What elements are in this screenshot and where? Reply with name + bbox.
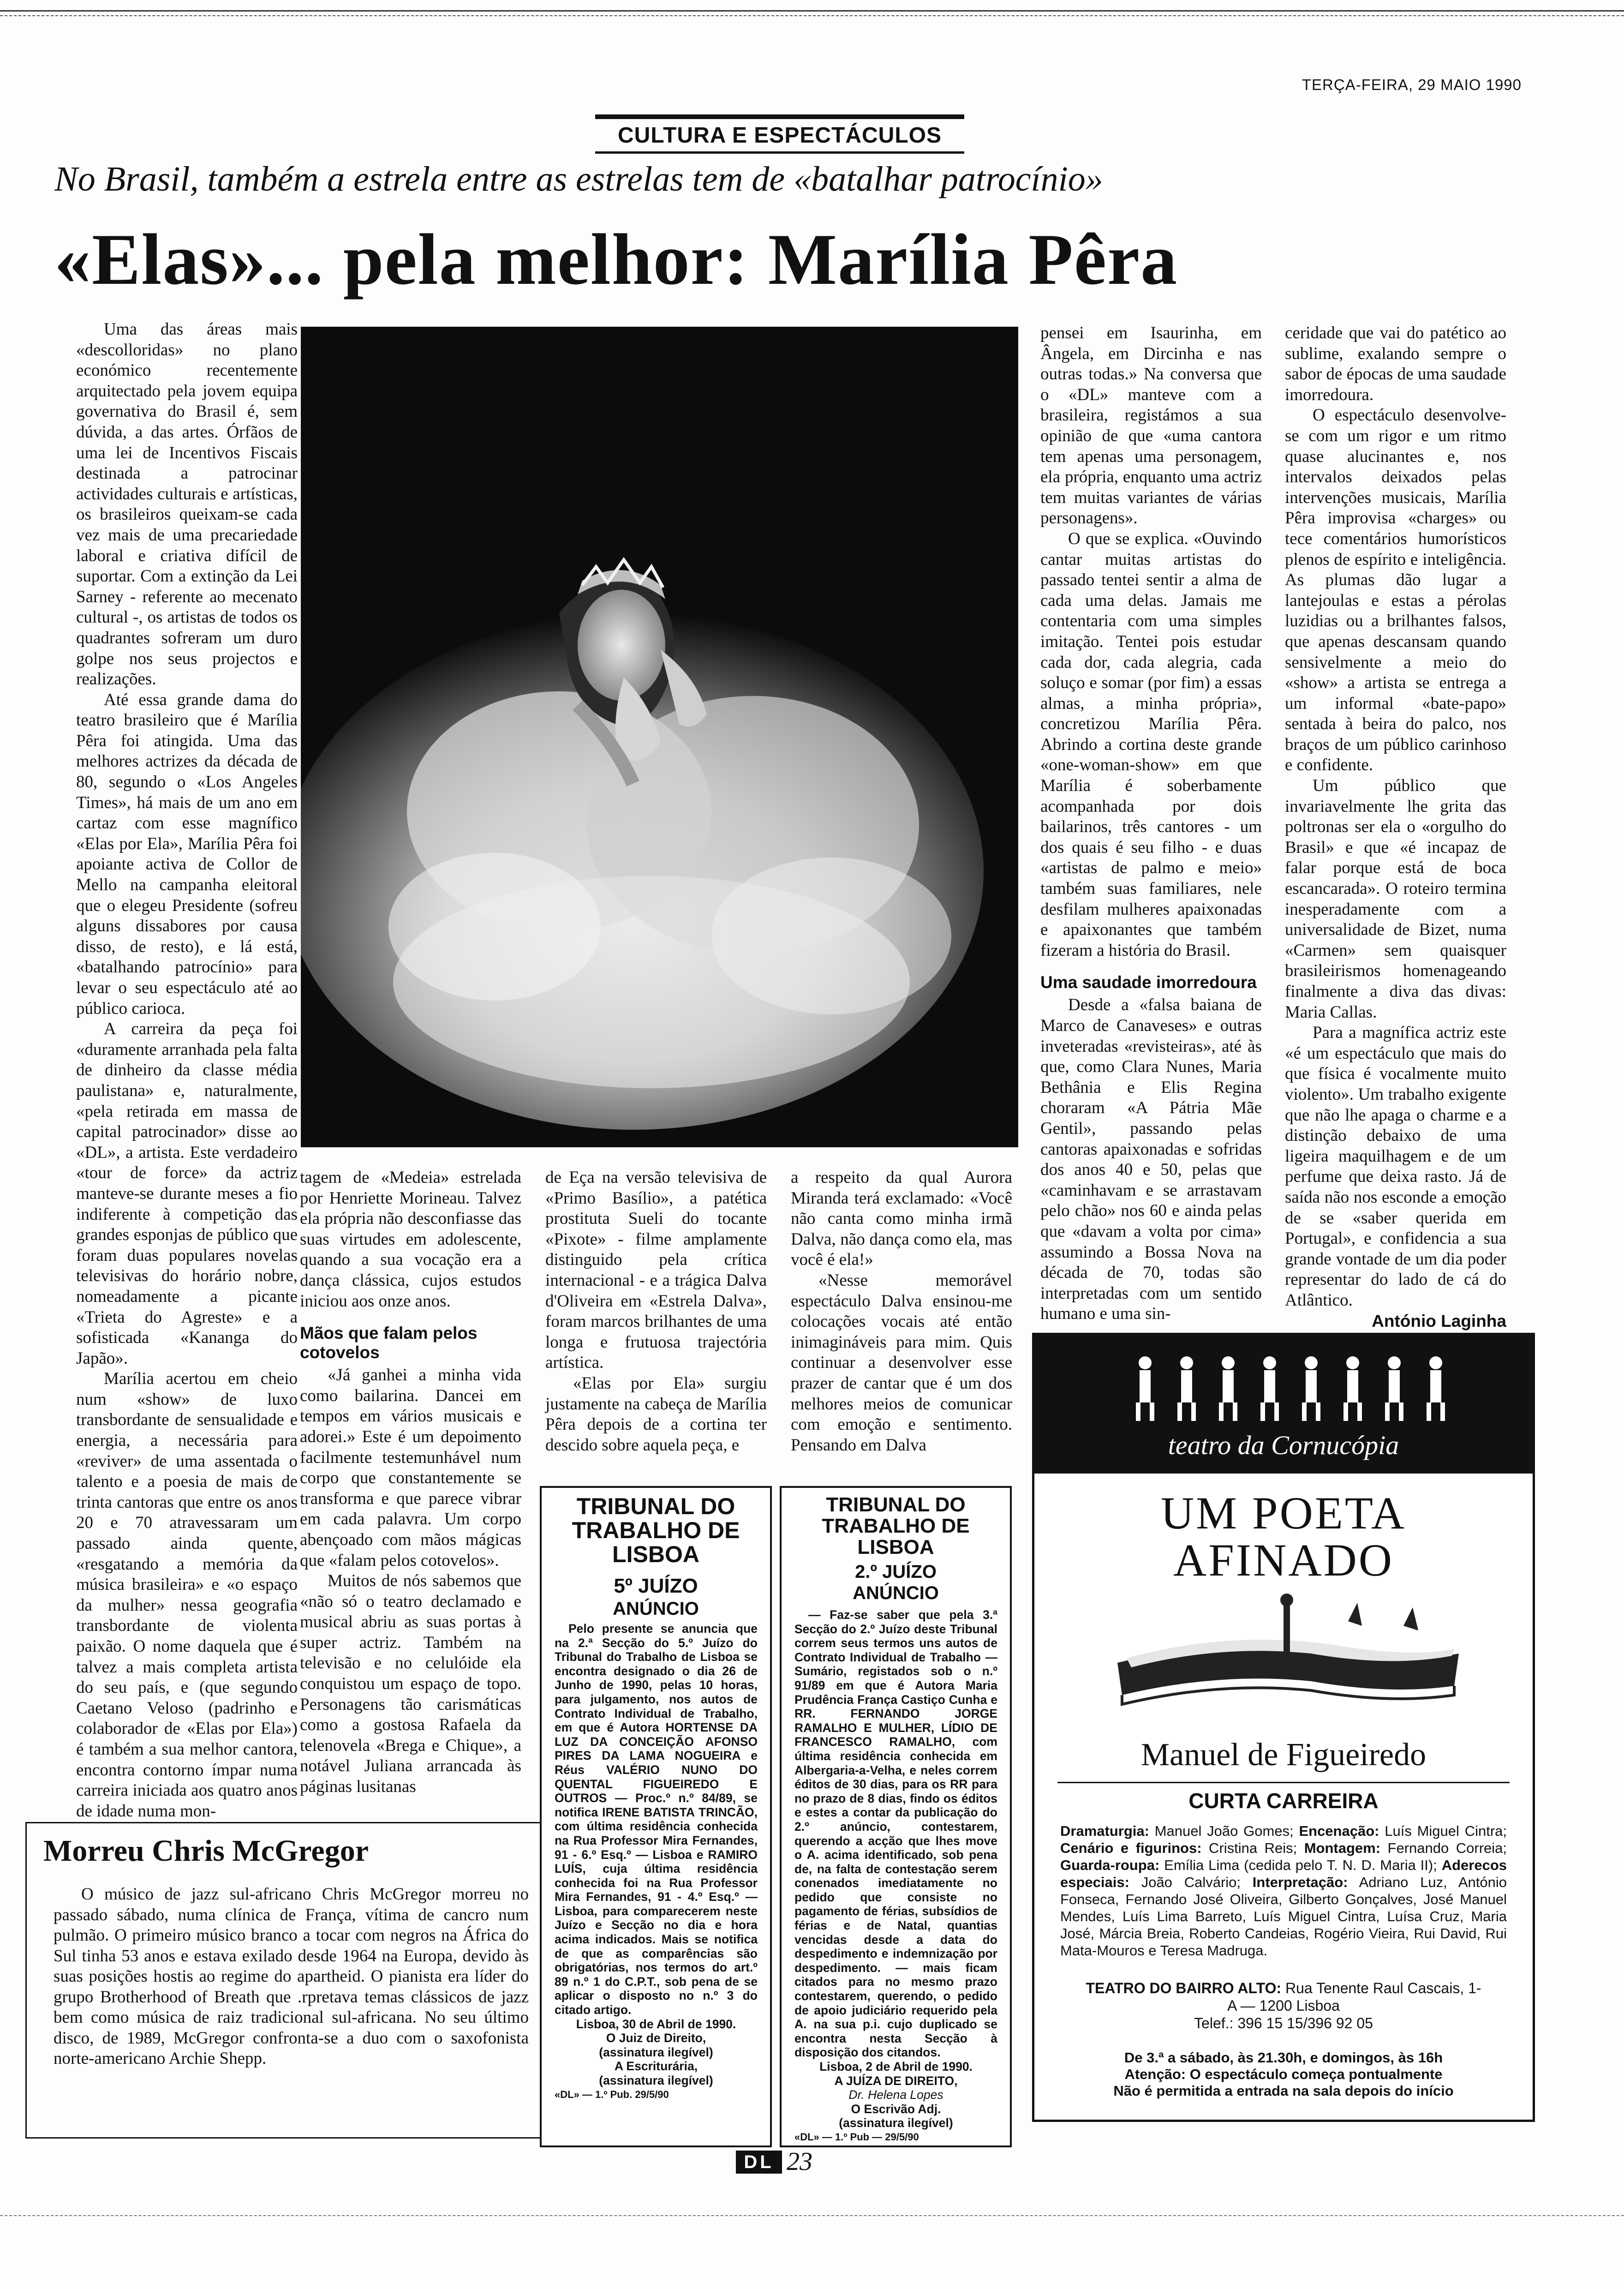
play-subtitle: CURTA CARREIRA (1188, 1789, 1379, 1813)
notice: O espectáculo começa pontualmente (1186, 2066, 1443, 2082)
article-column-5 (1040, 323, 1262, 1324)
book-illustration (1090, 1594, 1477, 1727)
venue-phone: Telef.: 396 15 15/396 92 05 (1194, 2015, 1373, 2031)
paragraph: tagem de «Medeia» estrelada por Henriette Morineau. Talvez ela própria não desconfiasse das suas virtudes em adolescente, quando a sua vocação era a dança clássica, cujos estudos iniciou aos onze anos. (300, 1168, 521, 1311)
ad2-ref: «DL» — 1.º Pub — 29/5/90 (794, 2131, 919, 2143)
paragraph: ceridade que vai do patético ao sublime, exalando sempre o sabor de épocas de uma saudade imorredoura. (1285, 324, 1506, 404)
schedule-block (1062, 2049, 1505, 2099)
legal-ad-5-juizo (540, 1486, 772, 2147)
ad2-kind: ANÚNCIO (853, 1583, 939, 1603)
obituary-box (25, 1822, 541, 2139)
ad1-sig1: O Juiz de Direito, (606, 2031, 706, 2045)
credit-key: Encenação: (1299, 1823, 1379, 1839)
article-column-6 (1285, 323, 1506, 1331)
ad2-sub: 2.º JUÍZO (855, 1562, 937, 1582)
venue-address: Rua Tenente Raul Cascais, 1-A — 1200 Lisboa (1227, 1980, 1481, 2014)
subhead-saudade: Uma saudade imorredoura (1040, 973, 1257, 992)
credit-value: Adriano Luz, António Fonseca, Fernando José Oliveira, Gilberto Gonçalves, José Manuel Mendes, Luís Lima Barreto, Luís Miguel Cintra, Luísa Cruz, Maria José, Márcia Breia, Roberto Candeias, Rogério Vieira, Rui David, Rui Mata-Mouros e Teresa Madruga. (1060, 1874, 1507, 1959)
article-headline: «Elas»... pela melhor: Marília Pêra (54, 219, 1178, 300)
ad1-date: Lisboa, 30 de Abril de 1990. (576, 2017, 736, 2031)
section-underline (595, 151, 964, 154)
credit-value: Cristina Reis; (1201, 1840, 1304, 1856)
theatre-ad-banner (1034, 1335, 1533, 1474)
article-column-2 (300, 1168, 521, 1798)
paragraph: «Elas por Ela» surgiu justamente na cabeça de Marília Pêra depois de a cortina ter descido sobre aquela peça, e (545, 1373, 767, 1455)
paragraph: Até essa grande dama do teatro brasileiro que é Marília Pêra foi atingida. Uma das melhores actrizes da década de 80, segundo o «Los Angeles Times», há mais de um ano em cartaz com esse magnífico «Elas por Ela», Marília Pêra foi apoiante activa de Collor de Mello na campanha eleitoral que o elegeu Presidente (sofreu alguns dissabores por causa disso, de resto), e lá está, «batalhando patrocínio» para levar o seu espectáculo até ao público carioca. (76, 690, 298, 1018)
photo-marilia-pera (301, 327, 1018, 1147)
ad1-sig2b: (assinatura ilegível) (599, 2073, 713, 2087)
theatre-ad (1032, 1333, 1535, 2122)
section-title: CULTURA E ESPECTÁCULOS (617, 123, 942, 148)
ad1-kind: ANÚNCIO (613, 1599, 699, 1619)
paragraph: Desde a «falsa baiana de Marco de Canaveses» e outras inveteradas «revisteiras», até às que, como Clara Nunes, Maria Bethânia e Elis Regina choraram «A Pátria Mãe Gentil», passando pelas cantoras apaixonadas e sofridas dos anos 40 e 50, pelas que «caminhavam e se arrastavam pelo chão» nos 60 e ainda pelas que «davam a volta por cima» assumindo a Bossa Nova na década de 70, todas são interpretadas com um sentido humano e uma sin- (1040, 995, 1262, 1324)
paragraph: Marília acertou em cheio num «show» de luxo transbordante de sensualidade e energia, a necessária para «reviver» de uma assentada o talento e a poesia de mais de trinta cantoras que entre os anos 20 e 70 atravessaram um passado ainda quente, «resgatando a memória da música brasileira» e «o espaço da mulher» nessa geografia transbordante de violenta paixão. O nome daquela que é talvez a mais completa artista do seu país, e (que segundo Caetano Veloso (padrinho e colaborador de «Elas por Ela») é também a sua melhor cantora, encontra contorno ímpar numa carreira iniciada aos quatro anos de idade numa mon- (76, 1369, 298, 1821)
ad2-sig1b: Dr. Helena Lopes (848, 2088, 943, 2102)
photo-illustration (301, 327, 1018, 1147)
credit-value: Fernando Correia; (1380, 1840, 1507, 1856)
article-kicker: No Brasil, também a estrela entre as estrelas tem de «batalhar patrocínio» (54, 160, 1103, 198)
ad1-sig1b: (assinatura ilegível) (599, 2045, 713, 2059)
article-column-3 (545, 1168, 767, 1456)
play-title-2: AFINADO (1173, 1534, 1394, 1586)
paragraph: Um público que invariavelmente lhe grita das poltronas ser ela o «orgulho do Brasil» e que «é incapaz de falar porque está de boca escancarada». O roteiro termina inesperadamente com a universalidade de Bizet, numa «Carmen» sem quaisquer brasileirismos homenageando finalmente a diva das divas: Maria Callas. (1285, 776, 1506, 1022)
credit-key: Interpretação: (1252, 1874, 1348, 1890)
schedule: De 3.ª a sábado, às 21.30h, e domingos, às 16h (1124, 2049, 1443, 2066)
paragraph: Para a magnífica actriz este «é um espectáculo que mais do que física é vocalmente muito violento». Um trabalho exigente que não lhe apaga o charme e a distinção debaixo de uma ligeira maquilhagem e de um perfume que deixa rasto. Já de saída não nos esconde a emoção de se «saber querida em Portugal», e confidencia a sua grande vontade de um dia poder representar do lado de cá do Atlântico. (1285, 1023, 1506, 1310)
credit-value: Luís Miguel Cintra; (1379, 1823, 1507, 1839)
notice-key: Atenção: (1124, 2066, 1186, 2082)
subhead-maos: Mãos que falam pelos cotovelos (300, 1324, 478, 1362)
credit-value: João Calvário; (1129, 1874, 1253, 1890)
ad2-title: TRIBUNAL DO TRABALHO DE LISBOA (822, 1493, 970, 1558)
page-date: TERÇA-FEIRA, 29 MAIO 1990 (1302, 76, 1522, 93)
play-title-1: UM POETA (1160, 1487, 1407, 1539)
play-author: Manuel de Figueiredo (1140, 1737, 1427, 1773)
ad1-sub: 5º JUÍZO (614, 1575, 698, 1597)
ad2-body: — Faz-se saber que pela 3.ª Secção do 2.º Juízo deste Tribunal correm seus termos uns autos de Contrato Individual de Trabalho — Sumário, registados sob o n.º 91/89 em que é Autora Maria Prudência França Castiço Cunha e RR. FERNANDO JORGE RAMALHO E MULHER, LÍDIO DE FRANCESCO RAMALHO, com última residência conhecida em Albergaria-a-Velha, e neles correm éditos de 30 dias, para os RR para no prazo de 8 dias, findo os éditos e estes a contar da publicação do 2.º anúncio, contestarem, querendo a acção que lhes move o A. acima identificado, sob pena de, na falta de contestação serem conenados imediatamente no pedido que consiste no pagamento de férias, subsídios de férias e de Natal, quantias vencidas desde a data do despedimento e indemnização por despedimento. — mais ficam citados para no mesmo prazo contestarem, querendo, o pedido de apoio judiciário requerido pela A. na sua p.i. cujo duplicado se encontra nesta Secção à disposição dos citandos. (794, 1608, 997, 2060)
ad2-sig1: A JUÍZA DE DIREITO, (834, 2073, 958, 2088)
article-column-1 (76, 319, 298, 1822)
ad2-sig2: O Escrivão Adj. (851, 2102, 941, 2116)
performers-illustration (1034, 1335, 1533, 1432)
ad2-sig2b: (assinatura ilegível) (839, 2116, 953, 2130)
paragraph: Muitos de nós sabemos que «não só o teatro declamado e musical abriu as suas portas à super actriz. Também na televisão e no celulóide ela conquistou um espaço de topo. Personagens tão carismáticas como a gostosa Rafaela da telenovela «Brega e Chique», a notável Juliana arrancada às páginas lusitanas (300, 1571, 521, 1797)
paragraph: «Nesse memorável espectáculo Dalva ensinou-me colocações vocais até então inimagináveis para mim. Quis continuar a desenvolver esse prazer de cantar que é um dos melhores meios de comunicar com emoção e sentimento. Pensando em Dalva (791, 1270, 1012, 1455)
dl-logo: DL (736, 2151, 782, 2174)
obituary-title: Morreu Chris McGregor (43, 1834, 369, 1868)
credit-value: Manuel João Gomes; (1149, 1823, 1299, 1839)
byline: António Laginha (1372, 1311, 1506, 1330)
ad1-text (555, 1622, 758, 2102)
credit-key: Guarda-roupa: (1060, 1857, 1160, 1873)
paragraph: O espectáculo desenvolve-se com um rigor e um ritmo quase alucinantes e, nos intervalos deixados pelas intervenções musicais, Marília Pêra improvisa «charges» ou tece comentários humorísticos plenos de espírito e inteligência. As plumas dão lugar a lantejoulas e estas a pérolas luzidias ou a brilhantes falsos, que apenas descansam quando sensivelmente a meio do «show» a artista se entrega a um informal «bate-papo» sentada à beira do palco, nos braços de um público carinhoso e confidente. (1285, 406, 1506, 775)
play-credits (1060, 1822, 1507, 1959)
credit-key: Dramaturgia: (1060, 1823, 1149, 1839)
credit-value: Emília Lima (cedida pelo T. N. D. Maria II); (1159, 1857, 1442, 1873)
ad2-date: Lisboa, 2 de Abril de 1990. (819, 2060, 973, 2073)
paragraph: de Eça na versão televisiva de «Primo Basílio», a patética prostituta Sueli do tocante «Pixote» - filme amplamente distinguido pela crítica internacional - e a trágica Dalva d'Oliveira em «Estrela Dalva», foram marcos brilhantes de uma longa e frutuosa trajectória artística. (545, 1168, 767, 1372)
credit-key: Cenário e figurinos: (1060, 1840, 1202, 1856)
top-rule (0, 10, 1624, 16)
paragraph: A carreira da peça foi «duramente arranhada pela falta de dinheiro da classe média paulistana» e, naturalmente, «pela retirada em massa de capital patrocinador» disse ao «DL», a artista. Este verdadeiro «tour de force» da actriz manteve-se durante meses a fio indiferente à competição das grandes esponjas de público que foram duas populares novelas televisivas do horário nobre, nomeadamente a picante «Trieta do Agreste» e a sofisticada «Kananga do Japão». (76, 1019, 298, 1368)
credit-key: Aderecos especiais: (1060, 1857, 1507, 1890)
venue-name: TEATRO DO BAIRRO ALTO: (1086, 1980, 1282, 1996)
ad2-text (794, 1608, 997, 2145)
article-column-4 (791, 1168, 1012, 1456)
page-number: 23 (787, 2147, 812, 2176)
bottom-rule (0, 2215, 1624, 2218)
venue-block (1085, 1979, 1482, 2032)
legal-ad-2-juizo (780, 1486, 1012, 2147)
section-bar (595, 114, 964, 119)
notice-2: Não é permitida a entrada na sala depois do início (1113, 2083, 1454, 2099)
obituary-body: O músico de jazz sul-africano Chris McGregor morreu no passado sábado, numa clínica de França, vítima de cancro num pulmão. O primeiro músico branco a tocar com negros na África do Sul tinha 53 anos e estava exilado desde 1964 na Europa, devido às suas posições hostis ao regime do apartheid. O pianista era líder do grupo Brotherhood of Breath que .rpretava temas clássicos de jazz bem como música de raiz tradicional sul-africana. No seu último disco, de 1989, McGregor confronta-se a duo com o saxofonista norte-americano Archie Shepp. (54, 1885, 529, 2068)
paragraph: a respeito da qual Aurora Miranda terá exclamado: «Você não canta como minha irmã Dalva, não dança como ela, mas você é ela!» (791, 1168, 1012, 1270)
ad1-sig2: A Escriturária, (614, 2059, 698, 2073)
paragraph: pensei em Isaurinha, em Ângela, em Dircinha e nas outras todas.» Na conversa que o «DL» manteve com a brasileira, registámos a sua opinião de que «uma cantora tem apenas uma personagem, ela própria, enquanto uma actriz tem muitas variantes de várias personagens». (1040, 324, 1262, 528)
credit-key: Montagem: (1304, 1840, 1381, 1856)
ad1-ref: «DL» — 1.º Pub. 29/5/90 (555, 2088, 669, 2100)
ad1-body: Pelo presente se anuncia que na 2.ª Secção do 5.º Juízo do Tribunal do Trabalho de Lisboa se encontra designado o dia 26 de Junho de 1990, pelas 10 horas, para julgamento, nos autos de Contrato Individual de Trabalho, em que é Autora HORTENSE DA LUZ DA CONCEIÇÃO AFONSO PIRES DA LAMA NOGUEIRA e Réus VALÉRIO NUNO DO QUENTAL FIGUEIREDO E OUTROS — Proc.º n.º 84/89, se notifica IRENE BATISTA TRINCÃO, com última residência conhecida na Rua Professor Mira Fernandes, 91 - 6.º Esq.º — Lisboa e RAMIRO LUÍS, cuja última residência conhecida foi na Rua Professor Mira Fernandes, 91 - 4.º Esq.º — Lisboa, para comparecerem neste Juízo e Secção no dia e hora acima indicados. Mais se notifica de que as comparências são obrigatórias, nos termos do art.º 89 n.º 1 do C.P.T., sob pena de se aplicar o disposto no n.º 3 do citado artigo. (555, 1622, 758, 2017)
paragraph: «Já ganhei a minha vida como bailarina. Dancei em tempos em vários musicais e adorei.» Este é um depoimento facilmente testemunhável num corpo que constantemente se transforma e que parece vibrar em cada palavra. Um corpo abençoado com mãos mágicas que «falam pelos cotovelos». (300, 1366, 521, 1570)
ad1-title: TRIBUNAL DO TRABALHO DE LISBOA (572, 1493, 740, 1567)
ad-divider (1057, 1782, 1510, 1783)
paragraph: O que se explica. «Ouvindo cantar muitas artistas do passado tentei sentir a alma de cada uma delas. Jamais me contentaria com uma simples imitação. Tentei pois estudar cada dor, cada alegria, cada soluço e somar (por fim) a essas almas, a minha própria», concretizou Marília Pêra. Abrindo a cortina deste grande «one-woman-show» em que Marília é soberbamente acompanhada por dois bailarinos, três cantores - um dos quais é seu filho - e duas «artistas de palmo e meio» também suas familiares, nele desfilam mulheres apaixonadas e apaixonantes que também fizeram a história do Brasil. (1040, 529, 1262, 960)
theatre-company: teatro da Cornucópia (1168, 1430, 1399, 1460)
paragraph: Uma das áreas mais «descolloridas» no plano económico recentemente arquitectado pela jovem equipa governativa do Brasil é, sem dúvida, a das artes. Órfãos de uma lei de Incentivos Fiscais destinada a patrocinar actividades culturais e artísticas, os brasileiros queixam-se cada vez mais de uma precariedade laboral e criativa difícil de suportar. Com a extinção da Lei Sarney - referente ao mecenato cultural -, os artistas de todos os quadrantes sofreram um duro golpe nos seus projectos e realizações. (76, 320, 298, 689)
